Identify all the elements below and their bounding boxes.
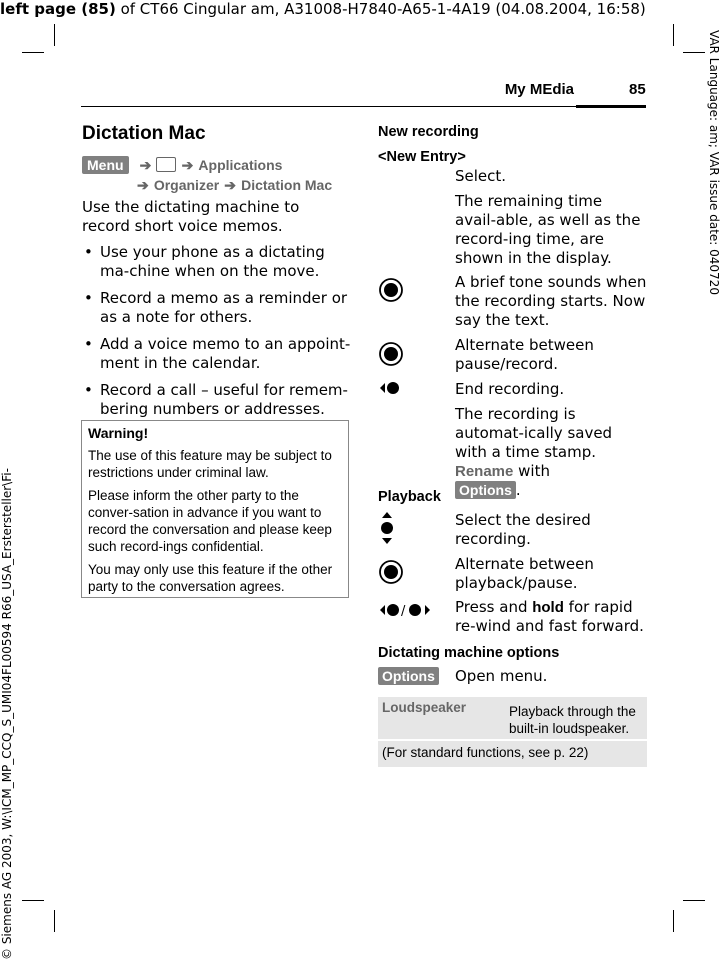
path-dictation-mac: Dictation Mac — [241, 177, 333, 193]
alternate-text: Alternate between pause/record. — [455, 336, 594, 373]
select-text: Select. — [455, 167, 507, 185]
saved-text-part: The recording is automat-ically saved with a time stamp. — [455, 405, 613, 461]
navigation-key-up-down-icon — [378, 510, 396, 546]
navigation-key-center-icon — [378, 559, 404, 585]
intro-text: Use the dictating machine to record short voice memos. — [82, 198, 300, 235]
navigation-key-center-icon — [378, 341, 404, 367]
warning-text: You may only use this feature if the other party to the conversation agrees. — [88, 562, 333, 594]
print-header-rest: of CT66 Cingular am, A31008-H7840-A65-1-4A19 (04.08.2004, 16:58) — [115, 0, 646, 18]
print-header — [0, 0, 646, 18]
warning-box — [81, 420, 349, 598]
list-item: • Add a voice memo to an appoint-ment in the calendar. — [82, 335, 352, 373]
warning-text: The use of this feature may be subject to restrictions under criminal law. — [88, 448, 332, 480]
arrow-icon: ➔ — [181, 157, 194, 173]
crop-mark — [54, 910, 55, 932]
tone-text: A brief tone sounds when the recording starts. Now say the text. — [455, 273, 647, 329]
rename-label: Rename — [455, 463, 514, 480]
press-rest-text: for rapid re-wind and fast forward. — [455, 598, 644, 635]
crop-mark — [683, 52, 705, 53]
header-rule — [81, 106, 646, 107]
header-rule-accent — [576, 105, 646, 108]
section-title: Dictation Mac — [82, 123, 206, 144]
path-applications: Applications — [198, 157, 283, 173]
option-name: Loudspeaker — [382, 700, 467, 715]
new-recording-heading: New recording — [378, 124, 479, 140]
end-recording-text: End recording. — [455, 380, 565, 398]
options-key[interactable]: Options — [378, 667, 439, 685]
press-hold-text — [455, 598, 647, 636]
list-item: • Record a memo as a reminder or as a note for others. — [82, 289, 352, 327]
navigation-key-center-icon — [378, 277, 404, 303]
feature-list — [82, 243, 352, 427]
arrow-icon: ➔ — [139, 157, 152, 173]
warning-title: Warning! — [88, 425, 149, 441]
crop-mark — [22, 900, 44, 901]
path-organizer: Organizer — [153, 177, 220, 193]
standard-functions-note: (For standard functions, see p. 22) — [382, 745, 589, 760]
navigation-key-left-right-icon — [378, 600, 432, 620]
print-header-label: left page (85) — [0, 0, 116, 18]
option-desc: Playback through the built-in loudspeaker. — [509, 704, 636, 736]
warning-text: Please inform the other party to the conver-sation in advance if you want to record the conversation and please keep such record-ings confidential. — [88, 488, 332, 554]
new-entry-label: <New Entry> — [378, 149, 466, 165]
crop-mark — [673, 910, 674, 932]
crop-mark — [54, 24, 55, 46]
navigation-key-left-icon — [378, 378, 404, 398]
press-text: Press and — [455, 598, 533, 616]
menu-path — [82, 155, 352, 195]
options-table-footer — [378, 741, 647, 767]
crop-mark — [683, 900, 705, 901]
folder-icon — [156, 157, 176, 172]
list-item: • Record a call – useful for remem-bering numbers or addresses. — [82, 381, 352, 419]
saved-text — [455, 405, 647, 500]
period-text: . — [515, 481, 521, 499]
with-text: with — [513, 462, 550, 480]
list-item: • Use your phone as a dictating ma-chine when on the move. — [82, 243, 352, 281]
options-key[interactable]: Options — [455, 481, 516, 499]
arrow-icon: ➔ — [224, 177, 237, 193]
menu-key[interactable]: Menu — [82, 156, 129, 174]
options-heading: Dictating machine options — [378, 645, 560, 661]
playback-heading: Playback — [378, 489, 441, 505]
alternate-playback-text: Alternate between playback/pause. — [455, 555, 594, 592]
side-margin-right-text: VAR Language: am; VAR issue date: 040720 — [707, 30, 721, 295]
running-title: My MEdia — [504, 81, 574, 98]
open-menu-text: Open menu. — [455, 667, 548, 685]
arrow-icon: ➔ — [137, 177, 149, 193]
hold-text: hold — [532, 599, 564, 616]
crop-mark — [673, 24, 674, 46]
options-table-row — [378, 697, 647, 739]
select-recording-text: Select the desired recording. — [455, 511, 591, 548]
remaining-time-text: The remaining time avail-able, as well as the record-ing time, are shown in the display. — [455, 192, 641, 267]
page-number: 85 — [629, 81, 646, 98]
side-margin-left-text: © Siemens AG 2003, W:\ICM_MP_CCQ_S_UMI04FL00594 R66_USA_Erstersteller\Fi- — [0, 468, 14, 960]
crop-mark — [22, 52, 44, 53]
svg-text:/: / — [401, 604, 406, 619]
